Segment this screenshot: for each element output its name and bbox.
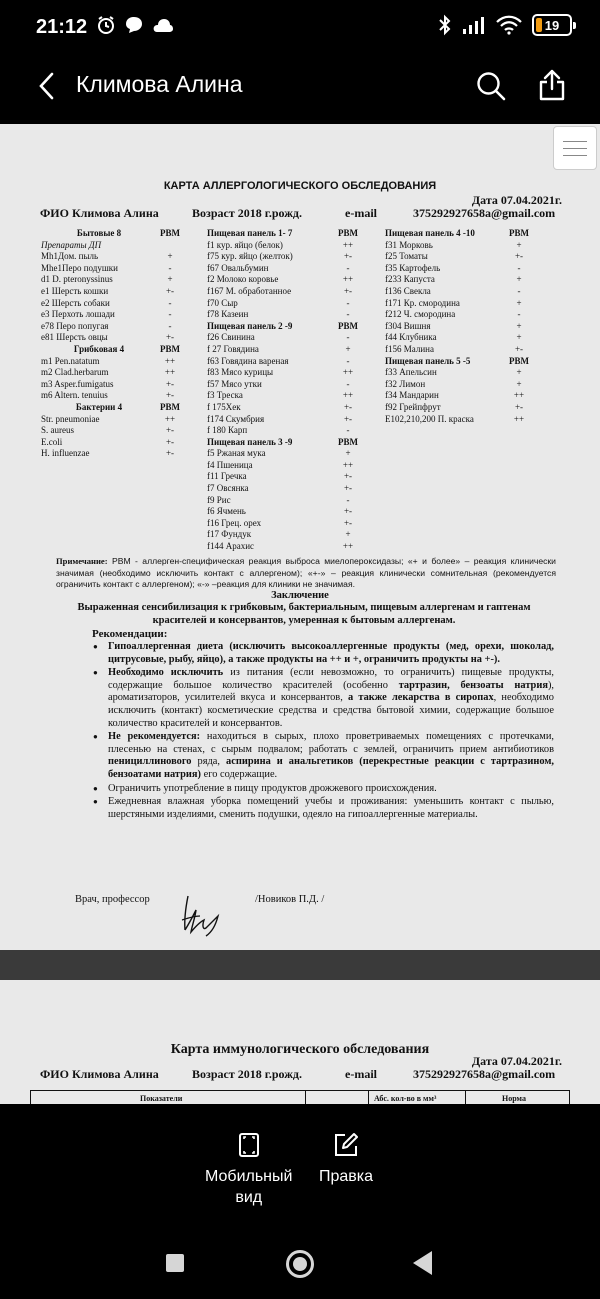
allergen-group-header <box>41 402 191 414</box>
allergen-result: РВМ <box>338 320 358 331</box>
search-icon <box>476 71 506 101</box>
allergen-result: +- <box>165 390 175 401</box>
allergen-row <box>41 240 191 252</box>
allergen-row <box>385 240 555 252</box>
allergen-name: f32 Лимон <box>385 378 426 389</box>
allergen-result: ++ <box>513 413 525 424</box>
recommendation-item <box>108 783 554 796</box>
rec-text: ряда, <box>191 756 227 768</box>
allergen-result: + <box>516 239 522 250</box>
allergen-result: РВМ <box>509 228 529 238</box>
allergen-result: + <box>516 320 522 331</box>
allergen-name: f 175Хек <box>207 401 241 412</box>
allergen-row <box>207 344 377 356</box>
bluetooth-icon <box>438 14 452 36</box>
exam-date: Дата 07.04.2021г. <box>471 1054 562 1068</box>
allergen-row <box>207 402 377 414</box>
rec-bold: тартразин, бензоаты натрия <box>398 679 548 691</box>
allergen-result: РВМ <box>338 436 358 447</box>
battery-level-fill <box>536 18 542 32</box>
allergen-column-household <box>41 228 191 460</box>
system-icons <box>438 14 572 36</box>
rec-bold: Не рекомендуется: <box>108 731 201 743</box>
conclusion-text: Выраженная сенсибилизация к грибковым, бактериальным, пищевым аллергенам и гаптенам красителей и консервантов, умеренная к бытовым аллергенам. <box>77 602 531 626</box>
allergen-row <box>207 263 377 275</box>
allergen-row <box>207 367 377 379</box>
allergen-result: +- <box>165 448 175 459</box>
allergen-row <box>41 379 191 391</box>
allergen-name: f304 Вишня <box>385 320 431 331</box>
back-arrow-icon <box>38 72 54 100</box>
allergen-result: +- <box>165 285 175 296</box>
allergen-result: - <box>517 309 521 320</box>
email-value: 375292927658a@gmail.com <box>413 206 556 220</box>
table-border <box>30 1091 31 1104</box>
allergen-row <box>207 286 377 298</box>
allergen-name: f26 Свинина <box>207 332 255 343</box>
allergen-name: Пищевая панель 3 -9 <box>207 436 293 447</box>
allergen-row <box>207 518 377 530</box>
allergen-result: ++ <box>342 274 354 285</box>
mobile-view-label-line: вид <box>235 1189 263 1206</box>
menu-line <box>563 155 587 156</box>
allergen-name: f6 Ячмень <box>207 506 246 517</box>
allergen-name: f 27 Говядина <box>207 343 259 354</box>
allergen-name: Бытовые 8 <box>76 228 122 238</box>
page-separator <box>0 950 600 980</box>
allergen-name: e2 Шерсть собаки <box>41 297 110 308</box>
allergen-name: S. aureus <box>41 425 74 436</box>
allergen-name: e81 Шерсть овцы <box>41 332 108 343</box>
allergy-card-title: КАРТА АЛЛЕРГОЛОГИЧЕСКОГО ОБСЛЕДОВАНИЯ <box>163 180 437 192</box>
allergen-result: - <box>346 494 350 505</box>
allergen-name: f144 Арахис <box>207 541 255 552</box>
clock: 21:12 <box>36 16 88 38</box>
allergen-name: m3 Asper.fumigatus <box>41 378 114 389</box>
allergen-row <box>385 321 555 333</box>
mobile-view-label <box>205 1166 292 1208</box>
allergen-row <box>207 240 377 252</box>
allergen-result: РВМ <box>160 343 180 354</box>
recommendations-list <box>108 641 554 822</box>
app-bar <box>0 52 600 124</box>
allergen-row <box>207 483 377 495</box>
recommendation-item <box>108 667 554 730</box>
allergen-row <box>207 356 377 368</box>
rec-diet: Гипоаллергенная диета (исключить высокоаллергенные продукты (мед, орехи, шоколад, цитрусовые, рыбу, яйцо), а также продукты на ++ и +, ограничить продукты на +-). <box>108 641 554 665</box>
note-label: Примечание: <box>56 556 108 566</box>
allergen-name: f83 Мясо курицы <box>207 367 274 378</box>
allergen-result: +- <box>343 517 353 528</box>
allergen-row <box>41 321 191 333</box>
doctor-title: Врач, профессор <box>75 894 150 905</box>
menu-line <box>563 148 587 149</box>
allergen-name: Пищевая панель 5 -5 <box>385 355 471 366</box>
allergen-name: f63 Говядина вареная <box>207 355 289 366</box>
allergen-name: m2 Clad.herbarum <box>41 367 109 378</box>
allergen-result: - <box>168 297 172 308</box>
patient-header <box>40 1067 555 1082</box>
recent-apps-button[interactable] <box>166 1254 184 1272</box>
allergen-row <box>41 332 191 344</box>
allergen-result: + <box>516 274 522 285</box>
allergen-result: + <box>345 343 351 354</box>
allergen-result: - <box>346 332 350 343</box>
mobile-view-label-line: Мобильный <box>205 1168 293 1185</box>
nav-back-button[interactable] <box>413 1251 432 1275</box>
signature-image <box>178 892 226 938</box>
allergen-result: ++ <box>342 541 354 552</box>
mobile-view-icon <box>236 1132 262 1158</box>
rec-bold: пенициллинового <box>108 756 192 768</box>
allergen-name: f212 Ч. смородина <box>385 309 456 320</box>
battery-percent: 19 <box>544 17 560 33</box>
allergen-result: РВМ <box>509 355 529 366</box>
allergen-name: H. influenzae <box>41 448 90 459</box>
mobile-view-button[interactable] <box>205 1132 292 1208</box>
allergen-result: +- <box>343 483 353 494</box>
allergen-result: - <box>346 297 350 308</box>
allergen-row <box>385 274 555 286</box>
allergen-column-food-1 <box>207 228 377 553</box>
allergen-group-header <box>41 344 191 356</box>
allergen-name: f17 Фундук <box>207 529 252 540</box>
patient-name: ФИО Климова Алина <box>40 1067 159 1081</box>
allergen-result: +- <box>514 251 524 262</box>
allergen-group-header <box>207 228 377 240</box>
menu-line <box>563 141 587 142</box>
allergen-row <box>207 379 377 391</box>
immunology-table <box>30 1090 570 1104</box>
allergen-row <box>207 460 377 472</box>
allergen-group-header <box>207 321 377 333</box>
allergen-row <box>207 414 377 426</box>
table-header: Показатели <box>140 1094 183 1103</box>
allergen-name: f57 Мясо утки <box>207 378 262 389</box>
allergen-result: +- <box>343 471 353 482</box>
allergen-result: +- <box>343 251 353 262</box>
allergen-group-header <box>207 437 377 449</box>
allergen-result: +- <box>165 332 175 343</box>
allergen-result: + <box>167 251 173 262</box>
allergen-row <box>41 414 191 426</box>
document-title: Климова Алина <box>76 71 243 97</box>
exam-date: Дата 07.04.2021г. <box>471 193 562 207</box>
allergen-name: Бактерии 4 <box>75 401 123 412</box>
allergen-result <box>157 240 183 252</box>
bottom-toolbar <box>0 1104 600 1226</box>
rec-text: ), ароматизаторов, усилителей вкуса и консервантов, <box>108 679 554 704</box>
share-icon <box>538 69 566 101</box>
rec-text: Ежедневная влажная уборка помещений учебы и проживания: уменьшить контакт с пылью, шерстяными изделиями, сменить подушки, одеяло на гипоаллергенные материалы. <box>108 796 554 820</box>
allergen-result: +- <box>343 401 353 412</box>
allergen-name: f34 Мандарин <box>385 390 439 401</box>
rec-text: Ограничить употребление в пищу продуктов дрожжевого происхождения. <box>108 782 437 794</box>
allergen-name: f136 Свекла <box>385 285 431 296</box>
allergen-name: e1 Шерсть кошки <box>41 285 109 296</box>
table-border <box>368 1091 369 1104</box>
recommendations-title: Рекомендации: <box>92 628 168 640</box>
allergen-name: f11 Гречка <box>207 471 247 482</box>
allergen-row <box>41 263 191 275</box>
cloud-icon <box>152 17 174 33</box>
allergen-result: - <box>168 309 172 320</box>
allergen-result: - <box>517 285 521 296</box>
document-page-2 <box>0 980 600 1104</box>
email-label: e-mail <box>345 1067 377 1081</box>
table-header: Абс. кол-во в мм³ <box>374 1094 437 1103</box>
allergen-row <box>207 471 377 483</box>
allergen-row <box>207 298 377 310</box>
battery-cap <box>573 22 576 29</box>
signal-icon <box>462 15 486 35</box>
allergen-name: Пищевая панель 4 -10 <box>385 228 475 238</box>
allergen-name: E.coli <box>41 436 63 447</box>
patient-age: Возраст 2018 г.рожд. <box>192 1067 302 1081</box>
allergen-result: - <box>346 378 350 389</box>
patient-name: ФИО Климова Алина <box>40 206 159 220</box>
allergen-name: f67 Овальбумин <box>207 262 269 273</box>
allergen-result: - <box>346 262 350 273</box>
allergen-result: ++ <box>342 459 354 470</box>
allergen-result: +- <box>165 425 175 436</box>
allergen-name: Грибковая 4 <box>73 343 125 354</box>
allergen-row <box>41 425 191 437</box>
allergen-result: ++ <box>164 367 176 378</box>
allergen-name: f2 Молоко коровье <box>207 274 279 285</box>
allergen-group-header <box>41 228 191 240</box>
allergen-result: - <box>346 355 350 366</box>
allergen-result: ++ <box>342 367 354 378</box>
allergen-name: f78 Казеин <box>207 309 249 320</box>
status-bar <box>0 0 600 52</box>
allergen-result: ++ <box>164 355 176 366</box>
allergen-row <box>385 344 555 356</box>
share-button[interactable] <box>538 66 574 106</box>
allergen-row <box>41 298 191 310</box>
allergen-result: +- <box>514 343 524 354</box>
allergen-row <box>385 298 555 310</box>
allergen-result: + <box>167 274 173 285</box>
allergen-row <box>41 437 191 449</box>
allergen-row <box>385 414 555 426</box>
allergen-row <box>207 495 377 507</box>
allergen-name: f4 Пшеница <box>207 459 253 470</box>
allergen-name: Пищевая панель 2 -9 <box>207 320 293 331</box>
allergen-result: РВМ <box>338 228 358 238</box>
note-text: РВМ - аллерген-специфическая реакция выброса миелопероксидазы; «+ и более» – реакция клинически значимая (необходимо исключить контакт с аллергеном); «+-» – реакция клинически сомнительная (рекомендуется ограничить контакт с аллергеном); «-» –реакция для клиники не значимая. <box>56 556 556 589</box>
allergen-result: +- <box>165 378 175 389</box>
allergen-name: Mhe1Перо подушки <box>41 262 118 273</box>
allergen-name: m1 Pen.natatum <box>41 355 100 366</box>
allergen-result: РВМ <box>160 228 180 238</box>
back-button[interactable] <box>30 66 62 106</box>
allergen-name: f233 Капуста <box>385 274 435 285</box>
allergen-result: РВМ <box>160 401 180 412</box>
allergen-name: f33 Апельсин <box>385 367 437 378</box>
allergen-result: ++ <box>342 390 354 401</box>
allergen-result: +- <box>514 401 524 412</box>
edit-button[interactable] <box>319 1132 373 1187</box>
allergen-result: ++ <box>342 239 354 250</box>
page-menu-button[interactable] <box>553 126 597 170</box>
allergen-row <box>41 448 191 460</box>
edit-icon <box>333 1132 359 1158</box>
allergen-result: + <box>345 529 351 540</box>
notification-icons <box>96 15 174 35</box>
search-button[interactable] <box>476 66 514 106</box>
allergen-row <box>207 390 377 402</box>
rec-bold: аспирина и анальгетиков (перекрестные реакции с тартразином, бензоатами натрия) <box>108 756 554 780</box>
allergen-name: d1 D. pteronyssinus <box>41 274 113 285</box>
allergen-result: +- <box>343 413 353 424</box>
allergen-name: f70 Сыр <box>207 297 238 308</box>
conclusion-title: Заключение <box>271 590 329 601</box>
allergen-row <box>207 425 377 437</box>
allergen-name: f3 Треска <box>207 390 243 401</box>
allergen-row <box>41 367 191 379</box>
allergen-name: f44 Клубника <box>385 332 437 343</box>
wifi-icon <box>496 15 522 35</box>
allergen-row <box>385 286 555 298</box>
allergen-name: f7 Овсянка <box>207 483 249 494</box>
allergen-name: e3 Перхоть лошади <box>41 309 115 320</box>
patient-header <box>40 206 555 221</box>
allergen-row <box>385 251 555 263</box>
allergen-row <box>207 332 377 344</box>
document-page-1 <box>0 124 600 950</box>
rec-bold: а также лекарства в сиропах <box>347 692 494 704</box>
allergen-result: ++ <box>513 390 525 401</box>
allergen-row <box>385 263 555 275</box>
allergen-row <box>385 390 555 402</box>
home-button[interactable] <box>286 1250 314 1278</box>
allergen-result: - <box>168 262 172 273</box>
alarm-icon <box>96 15 116 35</box>
allergen-row <box>41 286 191 298</box>
allergen-name: f171 Кр. смородина <box>385 297 460 308</box>
allergen-name: Str. pneumoniae <box>41 413 100 424</box>
allergen-name: f16 Грец. орех <box>207 517 262 528</box>
chat-icon <box>124 15 144 35</box>
allergen-row <box>207 506 377 518</box>
allergen-result: + <box>516 332 522 343</box>
table-header: Норма <box>502 1094 526 1103</box>
allergen-group-header <box>385 228 555 240</box>
allergen-name: Mh1Дом. пыль <box>41 251 99 262</box>
allergen-name: f1 кур. яйцо (белок) <box>207 239 283 250</box>
table-border <box>465 1091 466 1104</box>
allergen-name: f174 Скумбрия <box>207 413 265 424</box>
allergen-name: f35 Картофель <box>385 262 441 273</box>
document-viewer[interactable] <box>0 124 600 1104</box>
allergen-name: f25 Томаты <box>385 251 428 262</box>
allergen-result: +- <box>343 285 353 296</box>
allergen-row <box>207 529 377 541</box>
rec-text: его содержащие. <box>200 768 278 780</box>
allergen-result: +- <box>343 506 353 517</box>
allergen-name: f92 Грейпфрут <box>385 401 441 412</box>
allergen-result: + <box>516 367 522 378</box>
allergen-name: f167 М. обработанное <box>207 285 292 296</box>
allergen-result: - <box>168 320 172 331</box>
allergen-row <box>385 402 555 414</box>
doctor-name: /Новиков П.Д. / <box>255 894 325 905</box>
recommendation-item <box>108 641 554 666</box>
allergen-row <box>385 379 555 391</box>
patient-age: Возраст 2018 г.рожд. <box>192 206 302 220</box>
allergen-name: E102,210,200 П. краска <box>385 413 474 424</box>
rec-text: находиться в сырых, плохо проветриваемых помещениях с протечками, плесенью на стенах, с сырым подвалом; работать с землей, ограничить прием антибиотиков <box>108 731 555 755</box>
allergen-name: e78 Перо попугая <box>41 320 109 331</box>
table-border <box>569 1091 570 1104</box>
allergen-result: - <box>517 262 521 273</box>
allergen-row <box>41 356 191 368</box>
allergen-name: f 180 Карп <box>207 425 248 436</box>
allergen-row <box>41 251 191 263</box>
table-border <box>305 1091 306 1104</box>
allergen-name: f156 Малина <box>385 343 434 354</box>
allergen-row <box>207 448 377 460</box>
allergen-name: f5 Ржаная мука <box>207 448 266 459</box>
email-label: e-mail <box>345 206 377 220</box>
rec-text: , необходимо исключить (контакт) косметические средства и средства бытовой химии, содержащие большое количество красителей и консервантов. <box>108 692 554 729</box>
allergen-group-header <box>385 356 555 368</box>
email-value: 375292927658a@gmail.com <box>413 1067 556 1081</box>
edit-label: Правка <box>319 1168 374 1185</box>
legend-note <box>56 556 556 591</box>
navigation-bar <box>0 1226 600 1299</box>
allergen-name: f75 кур. яйцо (желток) <box>207 251 293 262</box>
allergen-row <box>385 332 555 344</box>
allergen-name: Препараты ДП <box>41 239 102 250</box>
allergen-name: f9 Рис <box>207 494 231 505</box>
immunology-card-title: Карта иммунологического обследования <box>170 1042 430 1057</box>
allergen-row <box>385 309 555 321</box>
allergen-name: m6 Altern. tenuius <box>41 390 108 401</box>
allergen-column-food-2 <box>385 228 555 425</box>
allergen-row <box>207 541 377 553</box>
allergen-result: + <box>516 378 522 389</box>
allergen-result: - <box>346 425 350 436</box>
allergen-row <box>207 274 377 286</box>
allergen-row <box>41 309 191 321</box>
allergen-name: f31 Морковь <box>385 239 433 250</box>
rec-bold: Необходимо исключить <box>108 667 224 679</box>
recommendation-item <box>108 796 554 821</box>
allergen-result: + <box>516 297 522 308</box>
allergen-row <box>41 274 191 286</box>
allergen-result: +- <box>165 436 175 447</box>
allergen-row <box>385 367 555 379</box>
allergen-row <box>207 309 377 321</box>
rec-text: из питания (если невозможно, то ограничить) пищевые продукты, содержащие большое количество красителей (особенно <box>108 667 555 691</box>
allergen-result: ++ <box>164 413 176 424</box>
allergen-row <box>207 251 377 263</box>
allergen-result: + <box>345 448 351 459</box>
allergen-row <box>41 390 191 402</box>
allergen-result: - <box>346 309 350 320</box>
battery-icon <box>532 14 572 36</box>
allergen-name: Пищевая панель 1- 7 <box>207 228 293 238</box>
recommendation-item <box>108 731 554 781</box>
